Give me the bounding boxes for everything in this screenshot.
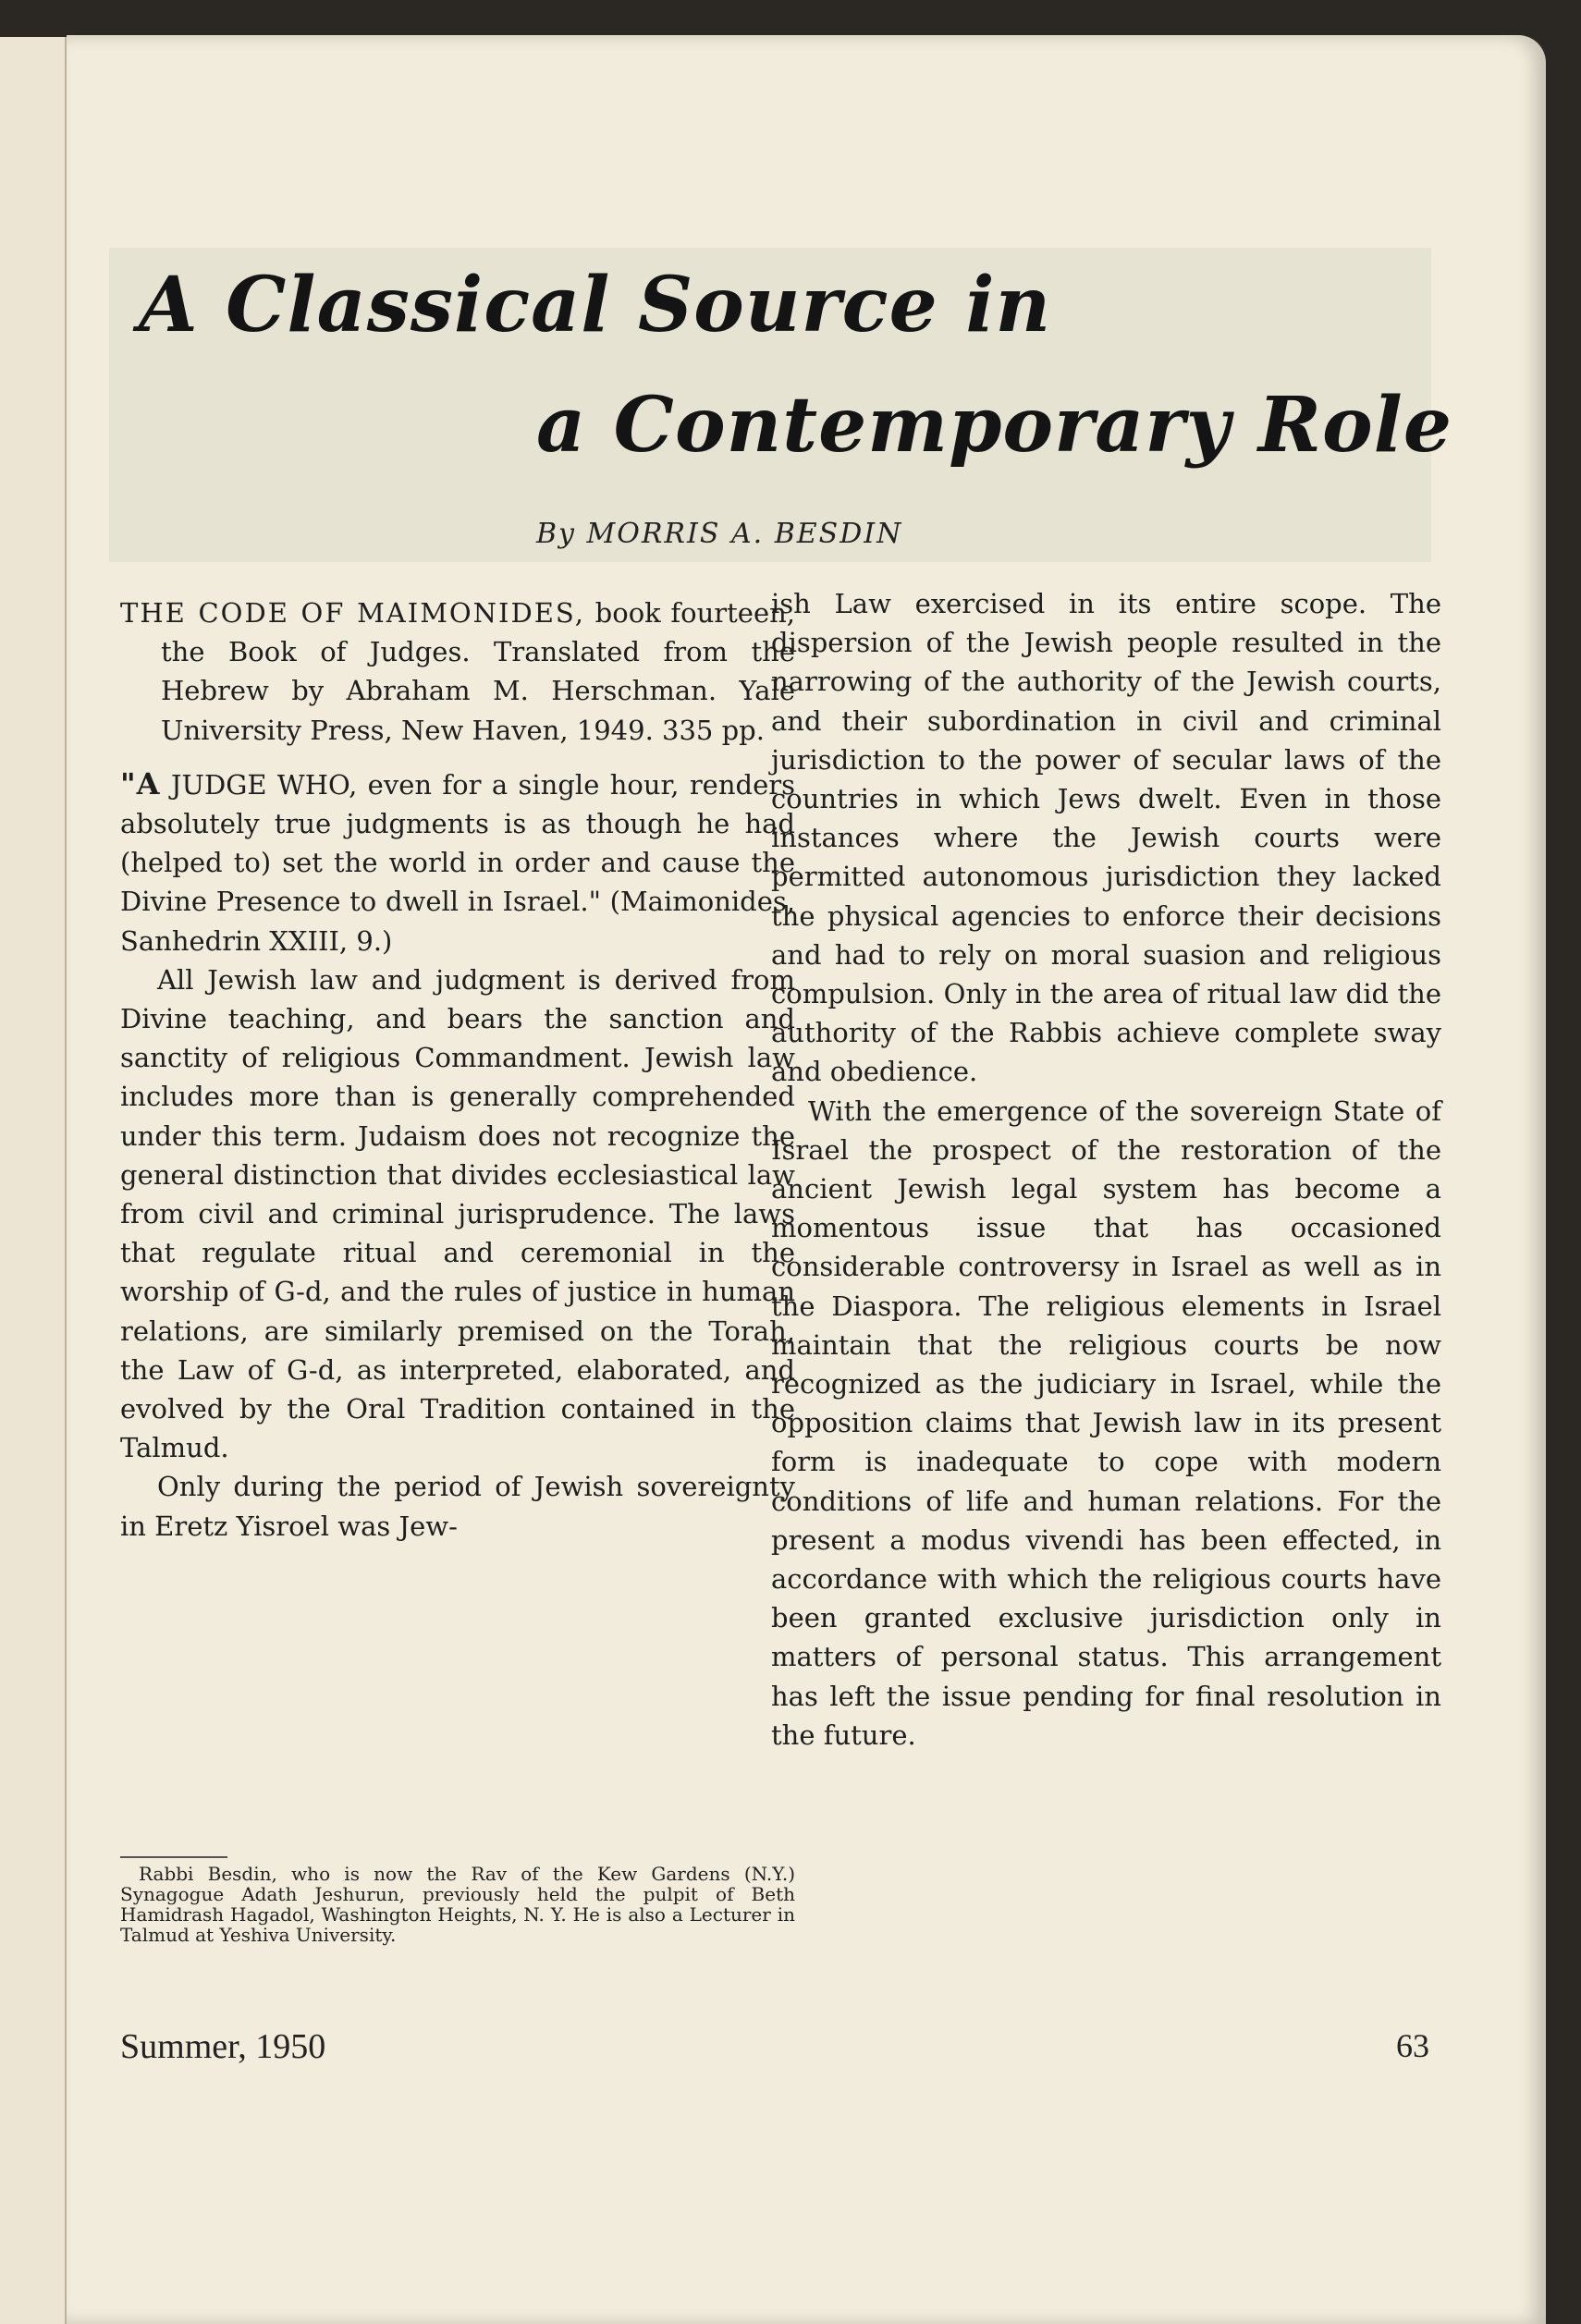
left-column	[120, 593, 795, 1546]
article-title-line-2: a Contemporary Role	[536, 381, 1452, 470]
footnote-rule	[120, 1856, 227, 1858]
book-title: THE CODE OF MAIMONIDES,	[120, 597, 585, 629]
page-number: 63	[1396, 2027, 1429, 2064]
paragraph: With the emergence of the sovereign State of Israel the prospect of the restoration of the ancient Jewish legal system has become a momentous issue that has occasioned considerable controversy in Israel as well as in the Diaspora. The religious elements in Israel maintain that the religious courts be now recognized as the judiciary in Israel, while the opposition claims that Jewish law in its present form is inadequate to cope with modern conditions of life and human relations. For the present a modus vivendi has been effected, in accordance with which the religious courts have been granted exclusive jurisdiction only in matters of personal status. This arrangement has left the issue pending for final resolution in the future.	[771, 1095, 1441, 1751]
book-details: book fourteen, the Book of Judges. Translated from the Hebrew by Abraham M. Herschman. Yale University Press, New Haven, 1949. 335 pp.	[161, 597, 796, 746]
article-title-line-1: A Classical Source in	[139, 261, 1052, 349]
opening-text: JUDGE WHO, even for a single hour, renders absolutely true judgments is as though he had (helped to) set the world in order and cause the Divine Presence to dwell in Israel." (Maimonides, Sanhedrin XXIII, 9.)	[120, 768, 795, 957]
book-citation	[120, 593, 795, 750]
issue-date: Summer, 1950	[120, 2027, 326, 2066]
opening-paragraph	[120, 764, 795, 960]
paragraph: Only during the period of Jewish sovereignty in Eretz Yisroel was Jew-	[120, 1471, 795, 1542]
paragraph: All Jewish law and judgment is derived from Divine teaching, and bears the sanction and sanctity of religious Commandment. Jewish law includes more than is generally comprehended under this term. Judaism does not recognize the general distinction that divides ecclesiastical law from civil and criminal jurisprudence. The laws that regulate ritual and ceremonial in the worship of G-d, and the rules of justice in human relations, are similarly premised on the Torah, the Law of G-d, as interpreted, elaborated, and evolved by the Oral Tradition contained in the Talmud.	[120, 963, 795, 1464]
author-footnote: Rabbi Besdin, who is now the Rav of the Kew Gardens (N.Y.) Synagogue Adath Jeshurun, previously held the pulpit of Beth Hamidrash Hagadol, Washington Heights, N. Y. He is also a Lecturer in Talmud at Yeshiva University.	[120, 1863, 795, 1946]
drop-cap: "A	[120, 765, 161, 801]
right-column	[771, 584, 1441, 1755]
paragraph: ish Law exercised in its entire scope. The dispersion of the Jewish people resulted in the narrowing of the authority of the Jewish courts, and their subordination in civil and criminal jurisdiction to the power of secular laws of the countries in which Jews dwelt. Even in those instances where the Jewish courts were permitted autonomous jurisdiction they lacked the physical agencies to enforce their decisions and had to rely on moral suasion and religious compulsion. Only in the area of ritual law did the authority of the Rabbis achieve complete sway and obedience.	[771, 588, 1441, 1088]
byline: By MORRIS A. BESDIN	[536, 518, 903, 550]
previous-page-edge	[0, 37, 67, 2324]
